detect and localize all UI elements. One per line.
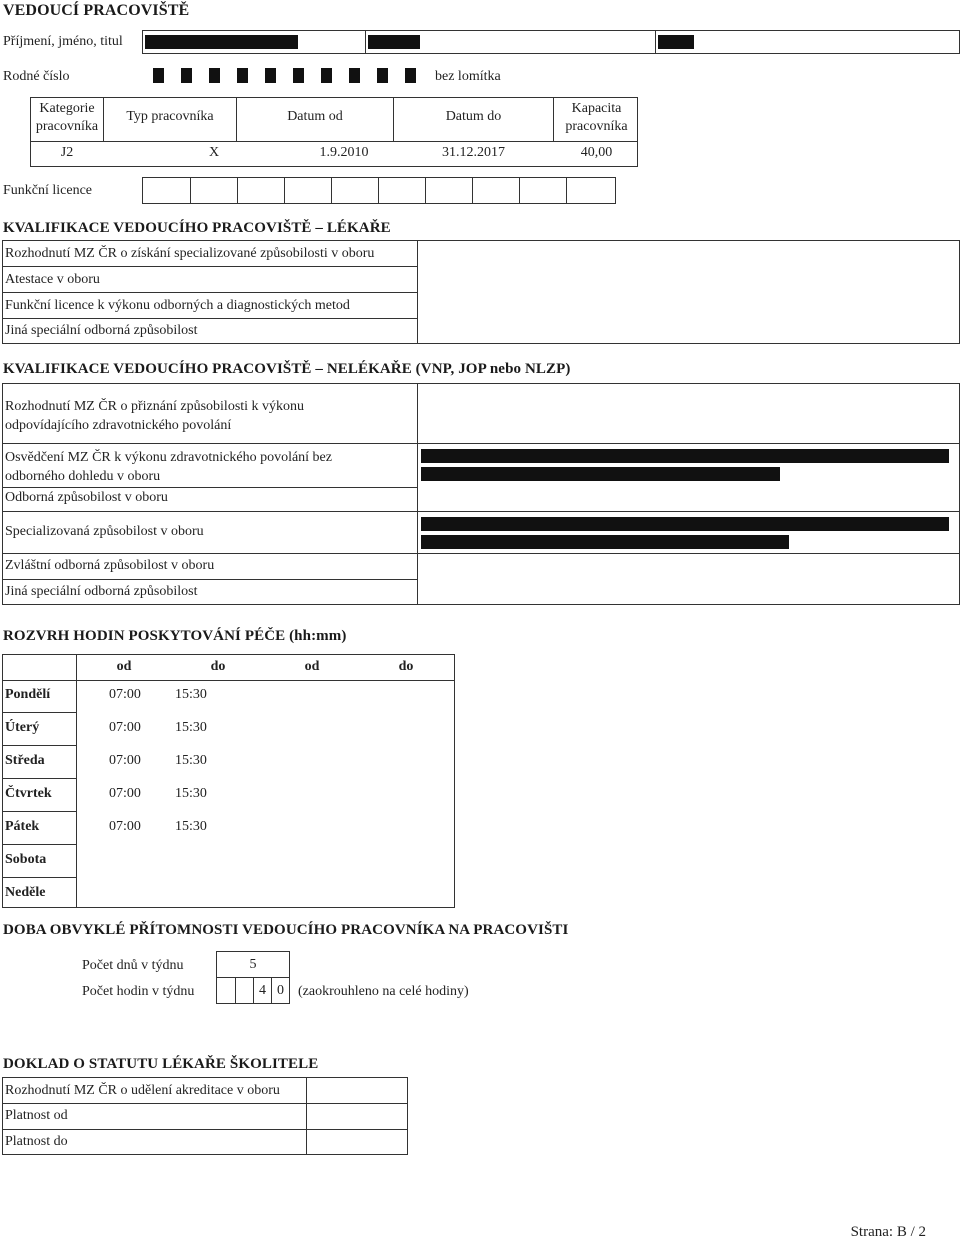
time-from: 07:00 — [109, 786, 141, 801]
day-label: Úterý — [5, 720, 40, 735]
license-label: Funkční licence — [3, 183, 93, 198]
header-type: Typ pracovníka — [126, 109, 214, 124]
redacted-digit — [237, 68, 248, 83]
trainer-row-label: Rozhodnutí MZ ČR o udělení akreditace v oboru — [5, 1083, 280, 1098]
hours-note: (zaokrouhleno na celé hodiny) — [298, 984, 469, 999]
day-label: Čtvrtek — [5, 786, 52, 801]
header-category: Kategorie pracovníka — [35, 101, 99, 134]
doctor-row-label: Jiná speciální odborná způsobilost — [5, 323, 198, 338]
header-date-from: Datum od — [287, 109, 343, 124]
nondoctor-row-label: Osvědčení MZ ČR k výkonu zdravotnického povolání bez odborného dohledu v oboru — [5, 450, 332, 484]
row-divider — [31, 141, 637, 142]
nondoctor-row-label: Rozhodnutí MZ ČR o přiznání způsobilosti k výkonu odpovídajícího zdravotnického povolání — [5, 399, 305, 433]
day-label: Sobota — [5, 852, 47, 867]
nondoctor-row-label: Specializovaná způsobilost v oboru — [5, 524, 204, 539]
redacted-digit — [377, 68, 388, 83]
time-to: 15:30 — [175, 753, 207, 768]
redacted-digit — [153, 68, 164, 83]
name-divider — [655, 30, 656, 54]
doctor-row-label: Funkční licence k výkonu odborných a diagnostických metod — [5, 298, 350, 313]
nondoctor-row-label: Jiná speciální odborná způsobilost — [5, 584, 198, 599]
hours-per-week-field[interactable] — [216, 977, 290, 1004]
name-label: Příjmení, jméno, titul — [3, 34, 123, 49]
section-title-presence: DOBA OBVYKLÉ PŘÍTOMNOSTI VEDOUCÍHO PRACOVNÍKA NA PRACOVIŠTI — [3, 922, 569, 938]
header-from: od — [304, 659, 320, 674]
nondoctor-row-label: Zvláštní odborná způsobilost v oboru — [5, 558, 215, 573]
hours-digit: 4 — [259, 983, 266, 998]
redacted-surname — [145, 35, 298, 49]
redacted-digit — [405, 68, 416, 83]
cell-date-from: 1.9.2010 — [319, 145, 369, 160]
header-from: od — [116, 659, 132, 674]
redacted-value — [421, 449, 949, 463]
time-from: 07:00 — [109, 720, 141, 735]
license-field[interactable] — [142, 177, 616, 204]
page-title: VEDOUCÍ PRACOVIŠTĚ — [3, 2, 190, 19]
time-from: 07:00 — [109, 819, 141, 834]
cell-date-to: 31.12.2017 — [442, 145, 505, 160]
birth-number-field[interactable] — [142, 63, 428, 89]
redacted-firstname — [368, 35, 420, 49]
day-label: Neděle — [5, 885, 46, 900]
days-per-week-value: 5 — [249, 957, 257, 972]
time-to: 15:30 — [175, 720, 207, 735]
section-title-doctor: KVALIFIKACE VEDOUCÍHO PRACOVIŠTĚ – LÉKAŘE — [3, 220, 391, 236]
cell-type: X — [208, 145, 220, 160]
hours-digit: 0 — [277, 983, 284, 998]
redacted-digit — [321, 68, 332, 83]
schedule-table — [2, 654, 455, 908]
redacted-digit — [209, 68, 220, 83]
birth-note: bez lomítka — [435, 69, 501, 84]
category-table — [30, 97, 638, 167]
trainer-row-label: Platnost od — [5, 1108, 68, 1123]
days-per-week-label: Počet dnů v týdnu — [82, 958, 184, 973]
day-label: Pátek — [5, 819, 40, 834]
redacted-value — [421, 535, 789, 549]
days-per-week-field[interactable] — [216, 951, 290, 978]
doctor-row-label: Rozhodnutí MZ ČR o získání specializované způsobilosti v oboru — [5, 246, 375, 261]
cell-category: J2 — [60, 145, 74, 160]
birth-label: Rodné číslo — [3, 69, 70, 84]
day-label: Pondělí — [5, 687, 51, 702]
time-from: 07:00 — [109, 687, 141, 702]
redacted-title — [658, 35, 694, 49]
nondoctor-row-label: Odborná způsobilost v oboru — [5, 490, 168, 505]
redacted-value — [421, 517, 949, 531]
header-capacity: Kapacita pracovníka — [565, 101, 628, 134]
redacted-value — [421, 467, 780, 481]
doctor-row-label: Atestace v oboru — [5, 272, 100, 287]
nondoctor-table — [2, 383, 960, 605]
header-to: do — [398, 659, 414, 674]
time-to: 15:30 — [175, 819, 207, 834]
redacted-digit — [265, 68, 276, 83]
trainer-table — [2, 1077, 408, 1155]
header-to: do — [210, 659, 226, 674]
section-title-schedule: ROZVRH HODIN POSKYTOVÁNÍ PÉČE (hh:mm) — [3, 628, 347, 644]
page-number: Strana: B / 2 — [850, 1224, 926, 1240]
time-to: 15:30 — [175, 786, 207, 801]
redacted-digit — [181, 68, 192, 83]
time-to: 15:30 — [175, 687, 207, 702]
name-divider — [365, 30, 366, 54]
hours-per-week-label: Počet hodin v týdnu — [82, 984, 195, 999]
day-label: Středa — [5, 753, 45, 768]
section-title-nondoctor: KVALIFIKACE VEDOUCÍHO PRACOVIŠTĚ – NELÉKAŘE (VNP, JOP nebo NLZP) — [3, 361, 571, 377]
redacted-digit — [293, 68, 304, 83]
trainer-row-label: Platnost do — [5, 1134, 68, 1149]
doctor-table — [2, 240, 960, 344]
section-title-trainer: DOKLAD O STATUTU LÉKAŘE ŠKOLITELE — [3, 1056, 319, 1072]
header-date-to: Datum do — [445, 109, 502, 124]
redacted-digit — [349, 68, 360, 83]
cell-capacity: 40,00 — [580, 145, 613, 160]
time-from: 07:00 — [109, 753, 141, 768]
